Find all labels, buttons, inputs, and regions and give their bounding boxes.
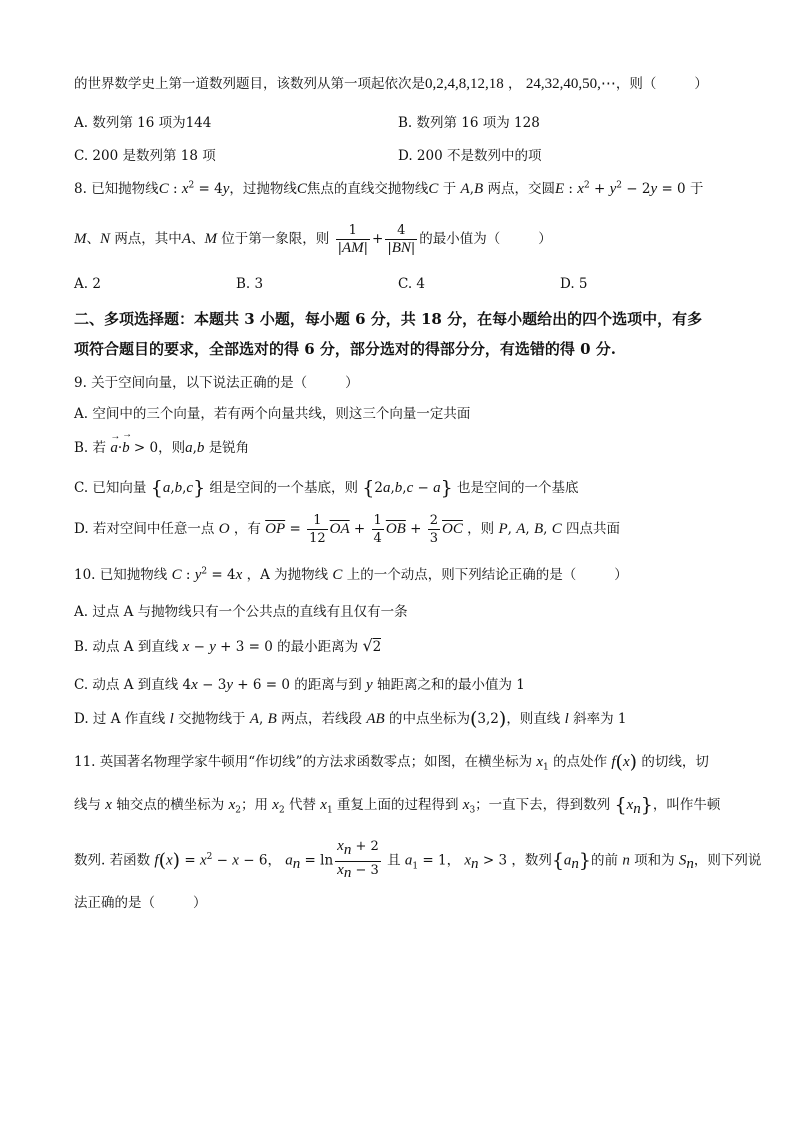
- q8-stem-line2: M、N 两点，其中A、M 位于第一象限，则 $\frac{1}{|AM|}$ + $\frac{4}{|BN|}$ 的最小值为（ ）: [74, 223, 552, 256]
- q8-option-a: A. 2: [74, 276, 101, 292]
- q8-stem-line1: 8. 已知抛物线C : $x^2 = 4y$，过抛物线C焦点的直线交抛物线C 于 A,B 两点，交圆E : $x^2 + y^2 - 2y = 0$ 于: [74, 180, 704, 197]
- q10-stem: 10. 已知抛物线 C : $y^2 = 4x$ ，A 为抛物线 C 上的一个动点，则下列结论正确的是（ ）: [74, 566, 628, 583]
- q11-ln-fraction: $\frac{x_n + 2}{x_n - 3}$: [337, 838, 379, 882]
- q11-line3: 数列. 若函数 $f(x) = x^2 - x - 6$， $a_n = \ln$ $\frac{x_n + 2}{x_n - 3}$ 且 $a_1 = 1$， $x_n > 3$ ，数列$\{a_n\}$的前 n 项和为 $S_n$，则下列说: [74, 838, 761, 884]
- q7-option-a: A. 数列第 16 项为144: [74, 115, 212, 131]
- section-heading-line1: 二、多项选择题：本题共 3 小题，每小题 6 分，共 18 分，在每小题给出的四个选项中，有多: [74, 310, 703, 328]
- q8-fraction-am: $\frac{1}{|AM|}$: [337, 223, 369, 256]
- q9-option-d: D. 若对空间中任意一点 O ，有 $\overline{OP}$ = $\frac{1}{12}$ $\overline{OA}$ + $\frac{1}{4}$ $\overline{OB}$ + $\frac{2}{3}$ $\overline{OC}$ ，则 P, A, B, C 四点共面: [74, 513, 621, 546]
- q11-line1: 11. 英国著名物理学家牛顿用“作切线”的方法求函数零点；如图，在横坐标为 $x_1$ 的点处作 f(x) 的切线，切: [74, 751, 709, 773]
- q8-fraction-bn: $\frac{4}{|BN|}$: [387, 223, 416, 256]
- q10-option-b: B. 动点 A 到直线 x − y + 3 = 0 的最小距离为 √2: [74, 636, 382, 655]
- section-heading-line2: 项符合题目的要求，全部选对的得 6 分，部分选对的得部分分，有选错的得 0 分.: [74, 340, 616, 358]
- q7-sequence-b: 24,32,40,50,⋯: [525, 76, 616, 92]
- q11-line2: 线与 x 轴交点的横坐标为 $x_2$；用 $x_2$ 代替 $x_1$ 重复上面的过程得到 $x_3$；一直下去，得到数列 $\{x_n\}$，叫作牛顿: [74, 794, 721, 817]
- q7-option-b: B. 数列第 16 项为 128: [398, 115, 540, 131]
- q7-stem: 的世界数学史上第一道数列题目，该数列从第一项起依次是0,2,4,8,12,18 ， 24,32,40,50,⋯，则（ ）: [74, 76, 708, 92]
- q7-sequence-a: 0,2,4,8,12,18: [425, 76, 504, 92]
- q7-option-d: D. 200 不是数列中的项: [398, 148, 542, 164]
- q7-option-c: C. 200 是数列第 18 项: [74, 148, 216, 164]
- q9-option-b: B. 若 a → ·b → > 0，则a,b 是锐角: [74, 429, 250, 456]
- q11-line4: 法正确的是（ ）: [74, 895, 207, 911]
- q8-option-b: B. 3: [236, 276, 264, 292]
- q9-option-c: C. 已知向量 {a,b,c} 组是空间的一个基底，则 {2a,b,c − a} 也是空间的一个基底: [74, 477, 579, 499]
- q10-option-c: C. 动点 A 到直线 4x − 3y + 6 = 0 的距离与到 y 轴距离之和的最小值为 1: [74, 677, 525, 693]
- q8-option-c: C. 4: [398, 276, 426, 292]
- q8-option-d: D. 5: [560, 276, 588, 292]
- q9-stem: 9. 关于空间向量，以下说法正确的是（ ）: [74, 375, 359, 391]
- q10-option-d: D. 过 A 作直线 l 交抛物线于 A, B 两点，若线段 AB 的中点坐标为(3,2)，则直线 l 斜率为 1: [74, 708, 627, 730]
- q9-option-a: A. 空间中的三个向量，若有两个向量共线，则这三个向量一定共面: [74, 406, 471, 422]
- q10-option-a: A. 过点 A 与抛物线只有一个公共点的直线有且仅有一条: [74, 604, 408, 620]
